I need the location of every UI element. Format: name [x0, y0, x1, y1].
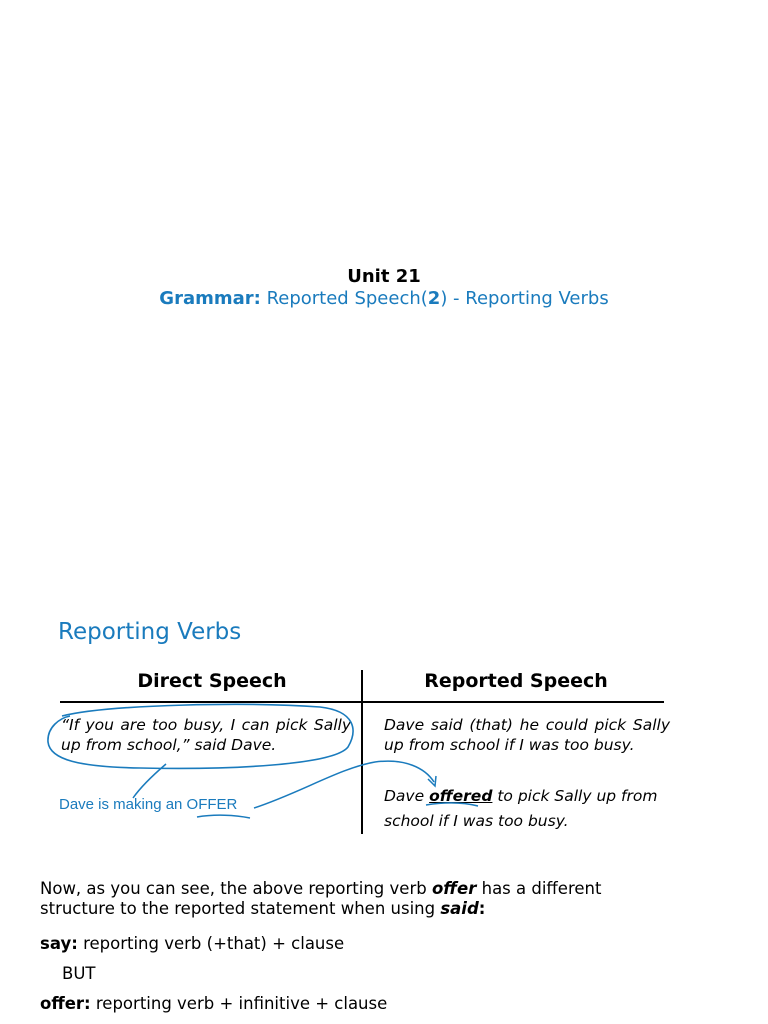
offer-underline — [197, 815, 250, 818]
offer-label: offer: — [40, 994, 91, 1013]
para-verb-said: said — [440, 899, 479, 918]
topic-after: ) - Reporting Verbs — [440, 288, 609, 309]
reported-speech-said: Dave said (that) he could pick Sally up from school if I was too busy. — [384, 716, 670, 754]
say-rule: reporting verb (+that) + clause — [83, 934, 345, 953]
say-label: say: — [40, 934, 78, 953]
direct-speech-quote: “If you are too busy, I can pick Sally up from school,” said Dave. — [61, 716, 351, 754]
say-rule-line — [40, 934, 344, 954]
note-connector-line — [133, 764, 166, 798]
section-heading: Reporting Verbs — [58, 619, 242, 645]
offer-prefix: Dave — [384, 787, 425, 805]
explanation-paragraph — [40, 879, 680, 919]
offered-verb: offered — [429, 787, 493, 805]
offer-rule: reporting verb + infinitive + clause — [95, 994, 388, 1013]
topic-before: Reported Speech( — [266, 288, 428, 309]
para-verb-offer: offer — [431, 879, 477, 898]
offer-rule-line — [40, 994, 387, 1014]
offer-suffix: to pick Sally up from school if I was too busy. — [384, 787, 658, 830]
header-reported-speech: Reported Speech — [424, 670, 608, 692]
grammar-label: Grammar: — [159, 288, 261, 309]
grammar-subtitle — [0, 288, 768, 310]
but-line: BUT — [62, 964, 96, 983]
topic-number: 2 — [427, 288, 441, 309]
unit-title: Unit 21 — [347, 266, 421, 287]
para-text-a: Now, as you can see, the above reporting verb — [40, 879, 427, 898]
para-text-b: has a different structure to the reported statement when using — [40, 879, 602, 918]
header-direct-speech: Direct Speech — [137, 670, 287, 692]
handwritten-offer-note: Dave is making an OFFER — [59, 796, 238, 813]
table-column-divider — [361, 670, 363, 834]
para-colon: : — [478, 899, 486, 918]
reported-speech-offered — [384, 784, 670, 834]
